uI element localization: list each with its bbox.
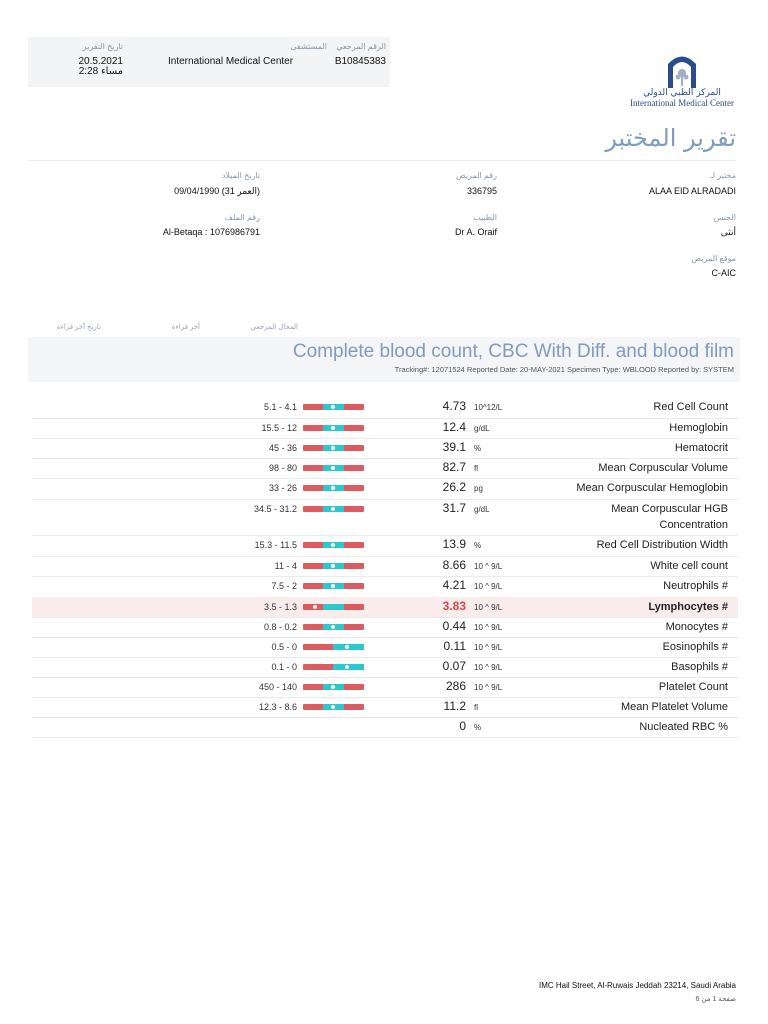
patient-name-label: مختبر لـ <box>710 171 736 180</box>
doctor-label: الطبيب <box>473 213 497 222</box>
reference-range: 0.8 - 0.2 <box>263 622 297 632</box>
sex-value: أنثى <box>720 227 736 237</box>
dob-value: 09/04/1990 (العمر 31) <box>174 186 260 196</box>
result-unit: fl <box>474 703 478 712</box>
range-gauge <box>303 563 364 569</box>
gauge-marker <box>313 605 317 609</box>
test-name: Mean Corpuscular Volume <box>598 462 728 474</box>
test-name: Mean Platelet Volume <box>620 701 728 713</box>
reference-range: 98 - 80 <box>268 463 297 473</box>
test-name: Red Cell Distribution Width <box>596 539 728 551</box>
range-gauge <box>303 664 364 670</box>
gauge-marker <box>345 665 349 669</box>
result-unit: g/dL <box>474 505 490 514</box>
gauge-marker <box>331 564 335 568</box>
range-gauge <box>303 604 364 610</box>
reference-range: 5.1 - 4.1 <box>263 402 297 412</box>
test-header <box>28 337 740 382</box>
result-value: 12.4 <box>442 420 466 434</box>
result-row <box>32 478 738 500</box>
test-name: Red Cell Count <box>653 401 728 413</box>
hospital-name: International Medical Center <box>168 56 294 67</box>
test-title: Complete blood count, CBC With Diff. and blood film <box>292 341 734 362</box>
result-value: 0 <box>459 719 466 733</box>
last-reading-date-header: تاريخ آخر قراءة <box>56 324 101 331</box>
result-row <box>32 637 738 658</box>
result-row <box>32 677 738 698</box>
result-unit: 10 ^ 9/L <box>474 643 503 652</box>
result-value: 13.9 <box>442 537 466 551</box>
reference-range: 15.5 - 12 <box>261 423 297 433</box>
doctor-name: Dr A. Oraif <box>454 227 497 237</box>
result-value: 8.66 <box>442 558 466 572</box>
result-unit: % <box>474 541 482 550</box>
ref-label: الرقم المرجعي <box>336 42 386 51</box>
result-row <box>32 556 738 577</box>
reference-range: 450 - 140 <box>258 682 297 692</box>
result-unit: pg <box>474 484 483 493</box>
result-row <box>32 438 738 459</box>
patient-number-label: رقم المريض <box>456 171 497 180</box>
result-value: 82.7 <box>442 460 466 474</box>
test-name: Hemoglobin <box>669 422 728 434</box>
result-row <box>32 657 738 678</box>
result-row <box>32 397 738 419</box>
test-name: Neutrophils # <box>663 580 728 592</box>
result-unit: 10 ^ 9/L <box>474 582 503 591</box>
result-row <box>32 458 738 479</box>
range-gauge <box>303 465 364 471</box>
dob-label: تاريخ الميلاد <box>221 171 260 180</box>
gauge-marker <box>345 645 349 649</box>
test-name: Lymphocytes # <box>648 601 728 613</box>
result-value: 0.07 <box>442 659 466 673</box>
result-value: 4.73 <box>442 399 466 413</box>
logo-english-name: International Medical Center <box>630 98 734 108</box>
gauge-marker <box>331 507 335 511</box>
test-meta: Tracking#: 12071524 Reported Date: 20-MAY-2021 Specimen Type: WBLOOD Reported by: SYSTEM <box>394 365 734 374</box>
range-gauge <box>303 404 364 410</box>
result-row <box>32 717 738 738</box>
result-value: 11.2 <box>443 699 466 713</box>
test-name: Monocytes # <box>665 621 728 633</box>
result-unit: % <box>474 444 482 453</box>
reference-range: 11 - 4 <box>274 561 297 571</box>
test-name: Eosinophils # <box>662 641 728 653</box>
range-gauge <box>303 485 364 491</box>
result-unit: 10 ^ 9/L <box>474 683 503 692</box>
result-value: 0.44 <box>442 619 466 633</box>
location-value: C-AIC <box>711 268 736 278</box>
gauge-marker <box>331 426 335 430</box>
gauge-marker <box>331 685 335 689</box>
gauge-marker <box>331 466 335 470</box>
patient-number: 336795 <box>466 186 497 196</box>
result-unit: fl <box>474 464 478 473</box>
result-row <box>32 597 738 618</box>
divider <box>28 160 736 161</box>
result-row <box>32 418 738 439</box>
reference-range: 34.5 - 31.2 <box>253 504 297 514</box>
range-gauge <box>303 425 364 431</box>
reference-range: 0.1 - 0 <box>271 662 297 672</box>
logo-arabic-name: المركز الطبي الدولي <box>643 88 721 98</box>
reference-range-header: المجال المرجعي <box>250 324 298 331</box>
hospital-label: المستشفى <box>290 42 327 51</box>
result-value: 31.7 <box>442 501 466 515</box>
patient-name: ALAA EID ALRADADI <box>648 186 736 196</box>
result-value: 3.83 <box>442 599 466 613</box>
range-gauge <box>303 684 364 690</box>
gauge-marker <box>331 543 335 547</box>
result-value: 39.1 <box>442 440 466 454</box>
reference-range: 0.5 - 0 <box>271 642 297 652</box>
test-name: Mean Corpuscular Hemoglobin <box>576 482 728 494</box>
test-name: Platelet Count <box>658 681 728 693</box>
result-value: 0.11 <box>443 639 466 653</box>
gauge-marker <box>331 705 335 709</box>
result-unit: 10 ^ 9/L <box>474 623 503 632</box>
result-value: 26.2 <box>442 480 466 494</box>
result-unit: % <box>474 723 482 732</box>
report-time: مساء 2:28 <box>78 66 123 77</box>
range-gauge <box>303 704 364 710</box>
result-value: 286 <box>445 679 466 693</box>
result-row <box>32 535 738 557</box>
result-unit: 10 ^ 9/L <box>474 562 503 571</box>
reference-range: 15.3 - 11.5 <box>254 540 297 550</box>
ref-number: B10845383 <box>334 56 386 67</box>
range-gauge <box>303 644 364 650</box>
range-gauge <box>303 506 364 512</box>
test-name: Mean Corpuscular HGB Concentration <box>611 503 728 531</box>
result-unit: g/dL <box>474 424 490 433</box>
result-row <box>32 576 738 598</box>
reference-range: 45 - 36 <box>268 443 297 453</box>
report-date: 20.5.2021 <box>78 56 123 67</box>
result-row <box>32 499 738 536</box>
file-number-label: رقم الملف <box>224 213 260 222</box>
test-name: White cell count <box>650 560 728 572</box>
gauge-marker <box>331 446 335 450</box>
test-name: Nucleated RBC % <box>639 721 728 733</box>
result-unit: 10^12/L <box>474 403 503 412</box>
range-gauge <box>303 445 364 451</box>
location-label: موقع المريض <box>691 254 736 263</box>
gauge-marker <box>331 486 335 490</box>
report-info-box <box>28 37 390 87</box>
range-gauge <box>303 542 364 548</box>
result-row <box>32 617 738 638</box>
reference-range: 33 - 26 <box>268 483 297 493</box>
gauge-marker <box>331 405 335 409</box>
file-number: Al-Betaqa : 1076986791 <box>162 227 260 237</box>
test-name: Hematocrit <box>674 442 728 454</box>
footer-address: IMC Hail Street, Al-Ruwais Jeddah 23214, Saudi Arabia <box>539 981 736 990</box>
range-gauge <box>303 583 364 589</box>
result-unit: 10 ^ 9/L <box>474 663 503 672</box>
result-row <box>32 697 738 718</box>
gauge-marker <box>331 625 335 629</box>
page-number: صفحة 1 من 6 <box>695 996 736 1003</box>
gauge-normal-range <box>323 604 344 610</box>
last-reading-header: آخر قراءة <box>171 324 200 331</box>
page-title: تقرير المختبر <box>605 124 736 152</box>
sex-label: الجنس <box>713 213 736 222</box>
result-value: 4.21 <box>442 578 466 592</box>
result-unit: 10 ^ 9/L <box>474 603 503 612</box>
reference-range: 12.3 - 8.6 <box>258 702 297 712</box>
test-name: Basophils # <box>671 661 728 673</box>
reference-range: 7.5 - 2 <box>271 581 297 591</box>
reference-range: 3.5 - 1.3 <box>263 602 297 612</box>
range-gauge <box>303 624 364 630</box>
gauge-marker <box>331 584 335 588</box>
report-date-label: تاريخ التقرير <box>82 42 123 51</box>
